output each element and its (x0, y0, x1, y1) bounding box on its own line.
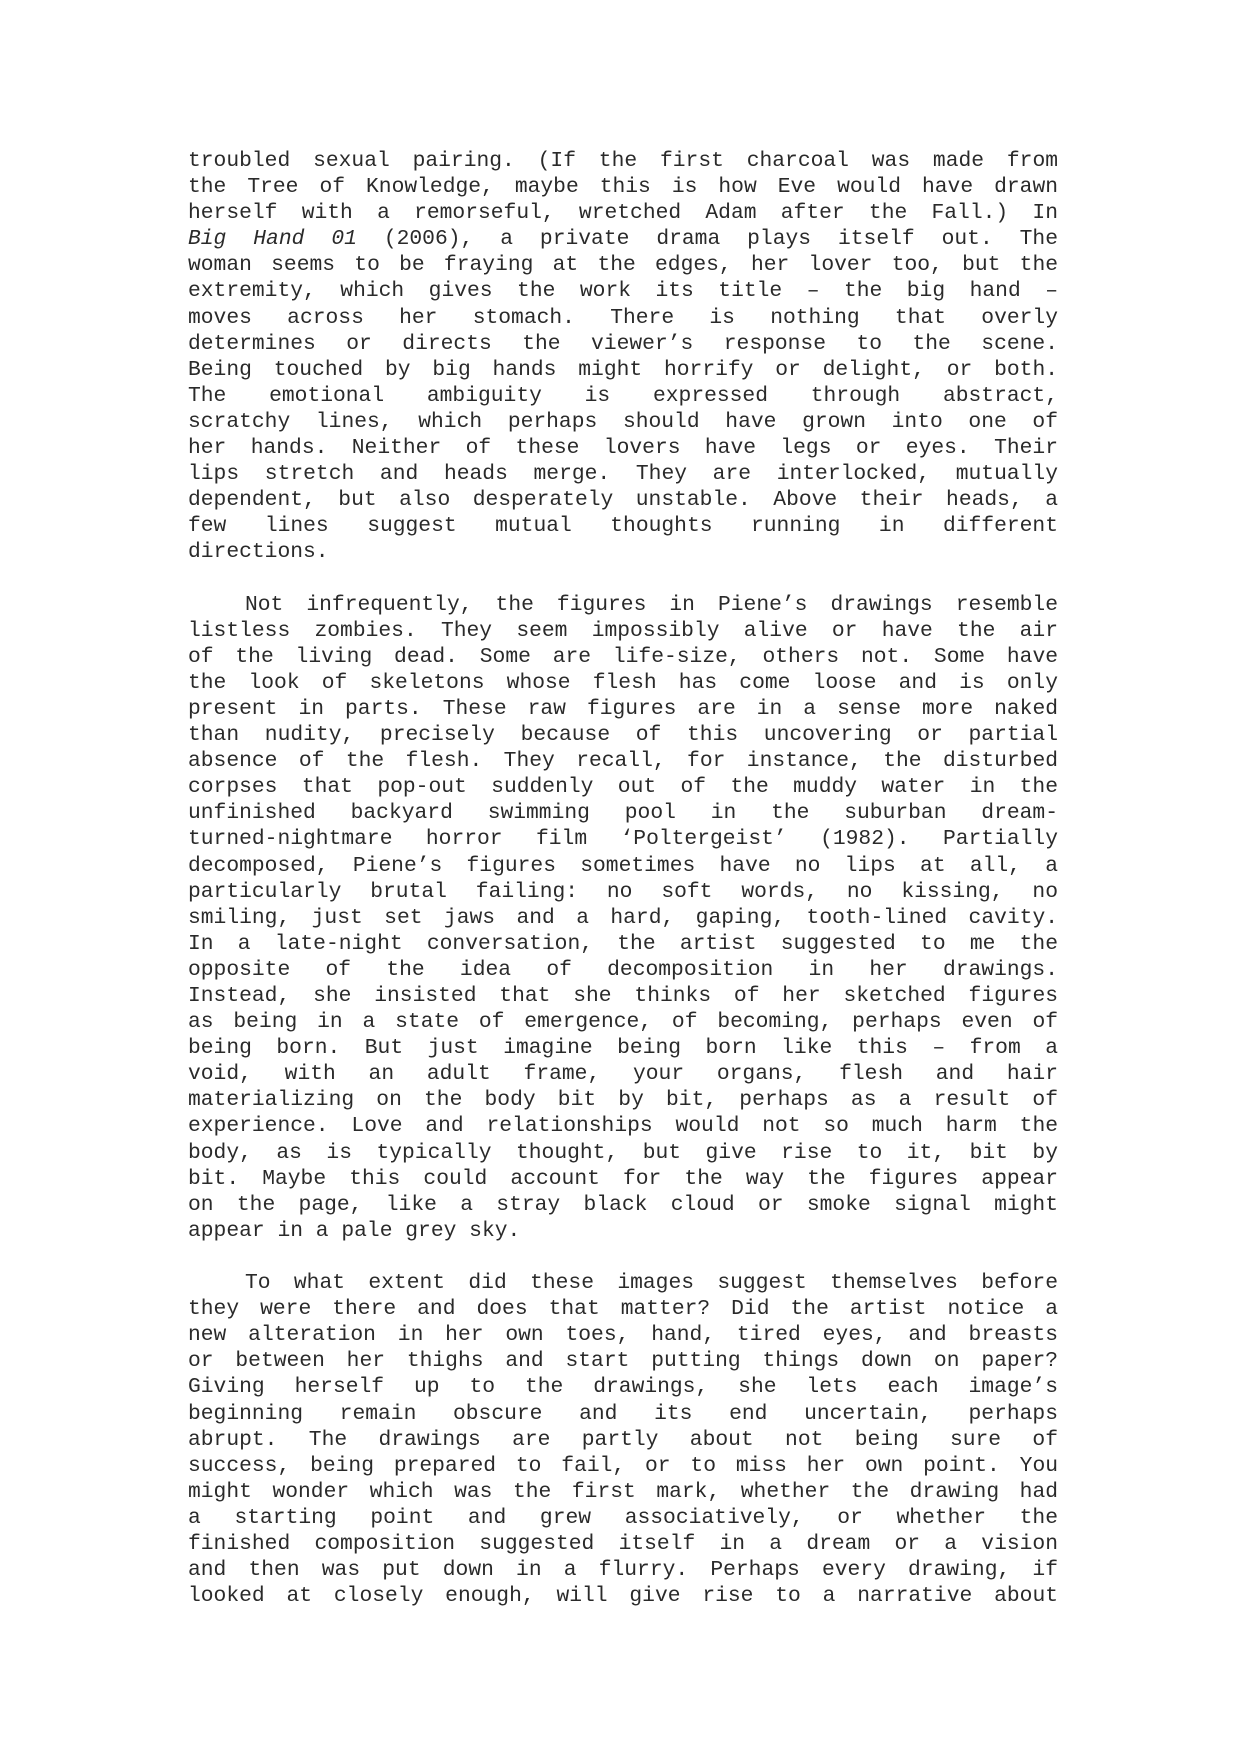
text-line: success, being prepared to fail, or to miss her own point. You (188, 1453, 1058, 1478)
text-line: listless zombies. They seem impossibly alive or have the air (188, 618, 1058, 643)
text-line: scratchy lines, which perhaps should have grown into one of (188, 409, 1058, 434)
body-paragraph (188, 1270, 1058, 1609)
text-line: as being in a state of emergence, of becoming, perhaps even of (188, 1010, 1058, 1035)
text-line: materializing on the body bit by bit, perhaps as a result of (188, 1088, 1058, 1113)
text-line: abrupt. The drawings are partly about not being sure of (188, 1427, 1058, 1452)
text-line: her hands. Neither of these lovers have legs or eyes. Their (188, 436, 1058, 461)
text-line: Giving herself up to the drawings, she lets each image’s (188, 1375, 1058, 1400)
text-line: the look of skeletons whose flesh has come loose and is only (188, 670, 1058, 695)
text-line: body, as is typically thought, but give rise to it, bit by (188, 1140, 1058, 1165)
text-line: on the page, like a stray black cloud or smoke signal might (188, 1192, 1058, 1217)
text-line: the Tree of Knowledge, maybe this is how Eve would have drawn (188, 175, 1058, 200)
text-line: might wonder which was the first mark, whether the drawing had (188, 1479, 1058, 1504)
text-line: being born. But just imagine being born like this – from a (188, 1036, 1058, 1061)
text-line: new alteration in her own toes, hand, tired eyes, and breasts (188, 1323, 1058, 1348)
text-line: determines or directs the viewer’s response to the scene. (188, 331, 1058, 356)
text-line: In a late-night conversation, the artist suggested to me the (188, 931, 1058, 956)
text-line: corpses that pop-out suddenly out of the muddy water in the (188, 775, 1058, 800)
text-line: of the living dead. Some are life-size, others not. Some have (188, 644, 1058, 669)
text-line: dependent, but also desperately unstable. Above their heads, a (188, 488, 1058, 513)
text-line: Instead, she insisted that she thinks of her sketched figures (188, 984, 1058, 1008)
text-line: To what extent did these images suggest themselves before (245, 1271, 1058, 1296)
text-segment: (2006), a private drama plays itself out. The (356, 227, 1058, 252)
text-line: looked at closely enough, will give rise to a narrative about (188, 1584, 1058, 1609)
text-line: Being touched by big hands might horrify or delight, or both. (188, 357, 1058, 382)
text-line: smiling, just set jaws and a hard, gaping, tooth-lined cavity. (188, 905, 1058, 930)
text-line: bit. Maybe this could account for the way the figures appear (188, 1166, 1058, 1191)
body-paragraph (188, 148, 1058, 566)
text-line: experience. Love and relationships would not so much harm the (188, 1114, 1058, 1139)
text-line: Not infrequently, the figures in Piene’s drawings resemble (245, 592, 1058, 617)
text-line: moves across her stomach. There is nothing that overly (188, 305, 1058, 330)
text-line: lips stretch and heads merge. They are interlocked, mutually (188, 462, 1058, 487)
text-line: or between her thighs and start putting things down on paper? (188, 1349, 1058, 1374)
text-line: than nudity, precisely because of this uncovering or partial (188, 723, 1058, 748)
text-line: turned-nightmare horror film ‘Poltergeist’ (1982). Partially (188, 827, 1058, 852)
document-page (188, 148, 1058, 1609)
text-line (188, 226, 1058, 252)
text-line: The emotional ambiguity is expressed through abstract, (188, 383, 1058, 408)
text-line: troubled sexual pairing. (If the first charcoal was made from (188, 149, 1058, 173)
text-line: finished composition suggested itself in a dream or a vision (188, 1531, 1058, 1556)
text-line: void, with an adult frame, your organs, flesh and hair (188, 1062, 1058, 1087)
text-line: unfinished backyard swimming pool in the suburban dream- (188, 801, 1058, 826)
text-line: they were there and does that matter? Did the artist notice a (188, 1297, 1058, 1322)
text-line: appear in a pale grey sky. (188, 1218, 521, 1243)
text-line: woman seems to be fraying at the edges, her lover too, but the (188, 253, 1058, 278)
text-line: opposite of the idea of decomposition in her drawings. (188, 957, 1058, 982)
text-line: particularly brutal failing: no soft words, no kissing, no (188, 879, 1058, 904)
text-line: a starting point and grew associatively, or whether the (188, 1505, 1058, 1530)
text-line: decomposed, Piene’s figures sometimes have no lips at all, a (188, 853, 1058, 878)
artwork-title: Big Hand 01 (188, 227, 357, 252)
body-paragraph (188, 592, 1058, 1244)
text-line: herself with a remorseful, wretched Adam after the Fall.) In (188, 201, 1058, 226)
text-line: present in parts. These raw figures are in a sense more naked (188, 696, 1058, 721)
text-line: beginning remain obscure and its end uncertain, perhaps (188, 1401, 1058, 1426)
text-line: extremity, which gives the work its title – the big hand – (188, 279, 1058, 304)
text-line: absence of the flesh. They recall, for instance, the disturbed (188, 749, 1058, 774)
text-line: and then was put down in a flurry. Perhaps every drawing, if (188, 1558, 1058, 1583)
text-line: few lines suggest mutual thoughts running in different (188, 514, 1058, 539)
text-line: directions. (188, 540, 329, 565)
